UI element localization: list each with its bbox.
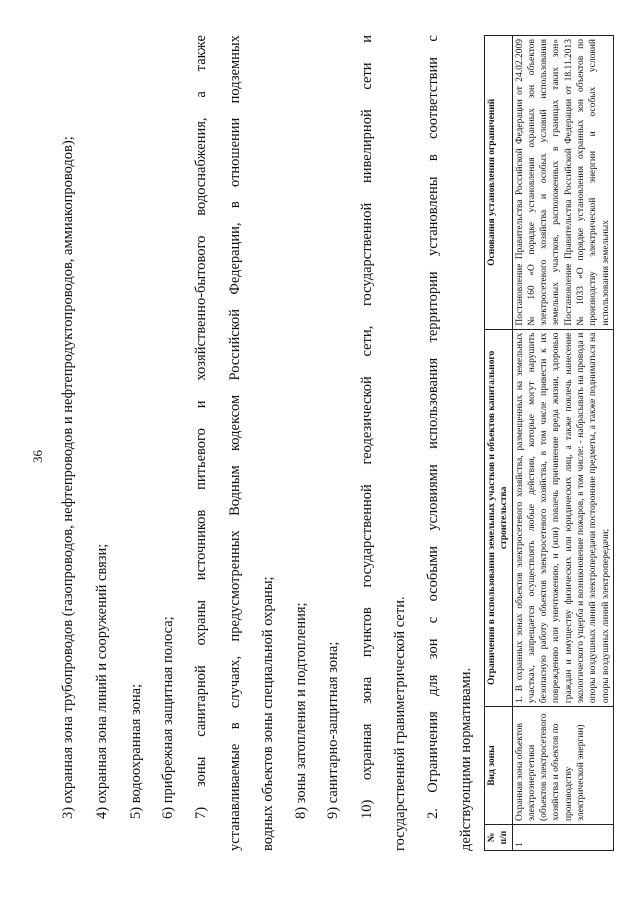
table-header-row [485, 36, 513, 851]
word: соответствии [425, 56, 441, 139]
paragraph-2-line2: действующими нормативами. [458, 667, 474, 851]
list-item-5: 5) водоохранная зона; [128, 683, 144, 819]
restrictions-table [484, 35, 614, 851]
list-item-7-line3: водных объектов зоны специальной охраны; [260, 576, 276, 851]
word: зона [359, 676, 375, 704]
word: пунктов [359, 607, 375, 658]
word: 7) [193, 806, 209, 819]
word: государственной [359, 484, 375, 588]
word: нивелирной [359, 109, 375, 184]
list-item-3: 3) охранная зона трубопроводов (газопроводов, нефтепроводов и нефтепродуктопроводов, аммиакопроводов); [60, 136, 76, 819]
word: а [193, 91, 209, 98]
list-item-7-line2 [227, 35, 244, 851]
word: сети [359, 62, 375, 90]
word: Российской [227, 308, 243, 381]
word: особыми [425, 546, 441, 602]
word: в [227, 722, 243, 730]
word: предусмотренных [227, 530, 243, 642]
word: государственной [359, 202, 375, 307]
word: 10) [359, 799, 375, 819]
page-number: 36 [30, 450, 45, 463]
list-item-10-line2: государственной гравиметрической сети. [392, 596, 408, 851]
word: сети, [359, 325, 375, 357]
paragraph-2-line1 [425, 35, 442, 819]
word: зон [425, 638, 441, 660]
word: в [425, 154, 441, 162]
word: территории [425, 271, 441, 343]
header-num: № п/п [485, 825, 513, 851]
word: использования [425, 357, 441, 449]
word: хозяйственно-бытового [193, 235, 209, 381]
word: питьевого [193, 428, 209, 490]
word: в [227, 201, 243, 209]
word: охранная [359, 723, 375, 780]
list-item-9: 9) санитарно-защитная зона; [325, 641, 341, 819]
word: Водным [227, 465, 243, 516]
word: устанавливаемые [227, 743, 243, 851]
cell-zone-type: Охранная зона объектов электроэнергетики (объектов электросетевого хозяйства и объектов по производству электрической энергии) [512, 707, 613, 825]
list-item-8: 8) зоны затопления и подтопления; [293, 602, 309, 819]
word: и [193, 400, 209, 409]
word: подземных [227, 35, 243, 104]
header-basis: Основания установления ограничений [485, 36, 513, 330]
word: условиями [425, 464, 441, 531]
list-item-10-line1 [359, 35, 376, 819]
header-restrictions: Ограничения в использовании земельных участков и объектов капитального строительства [485, 329, 513, 706]
word: и [359, 35, 375, 43]
word: с [425, 35, 441, 42]
word: также [193, 35, 209, 72]
word: геодезической [359, 376, 375, 465]
list-item-4: 4) охранная зона линий и сооружений связи; [94, 543, 110, 819]
word: для [425, 674, 441, 696]
word: установлены [425, 176, 441, 256]
word: санитарной [193, 665, 209, 737]
word: охраны [193, 600, 209, 646]
header-zone-type: Вид зоны [485, 707, 513, 825]
cell-basis: Постановление Правительства Российской Федерации от 24.02.2009 № 160 «О порядке установления охранных зон объектов электросетевого хозяйства и особых условий использования земельных участков, расположенных в границах таких зон» Постановление Правительства Российской Федерации от 18.11.2013 № 1033 «О порядке установления охранных зон объектов по производству электрической энергии и особых условий использования земельных [512, 36, 613, 330]
word: с [425, 616, 441, 624]
word: источников [193, 509, 209, 581]
list-item-7-line1 [193, 35, 210, 819]
word: отношении [227, 117, 243, 187]
table-row [512, 36, 613, 851]
cell-num: 1 [512, 825, 613, 851]
word: случаях, [227, 655, 243, 709]
cell-restrictions: 1. В охранных зонах объектов электросетевого хозяйства, размещенных на земельных участках, запрещается осуществлять любые действия, которые могут нарушить безопасную работу объектов электросетевого хозяйства, в том числе привести к их повреждению или уничтожению, и (или) повлечь причинение вреда жизни, здоровью граждан и имуществу физических или юридических лиц, а также повлечь нанесение экологического ущерба и возникновение пожаров, в том числе: - набрасывать на провода и опоры воздушных линий электропередачи посторонние предметы, а также подниматься на опоры воздушных линий электропередачи; [512, 329, 613, 706]
word: кодексом [227, 394, 243, 452]
word: Ограничения [425, 711, 441, 793]
word: водоснабжения, [193, 117, 209, 216]
list-item-6: 6) прибрежная защитная полоса; [160, 616, 176, 819]
word: зоны [193, 756, 209, 788]
word: 2. [425, 808, 441, 819]
word: Федерации, [227, 222, 243, 295]
